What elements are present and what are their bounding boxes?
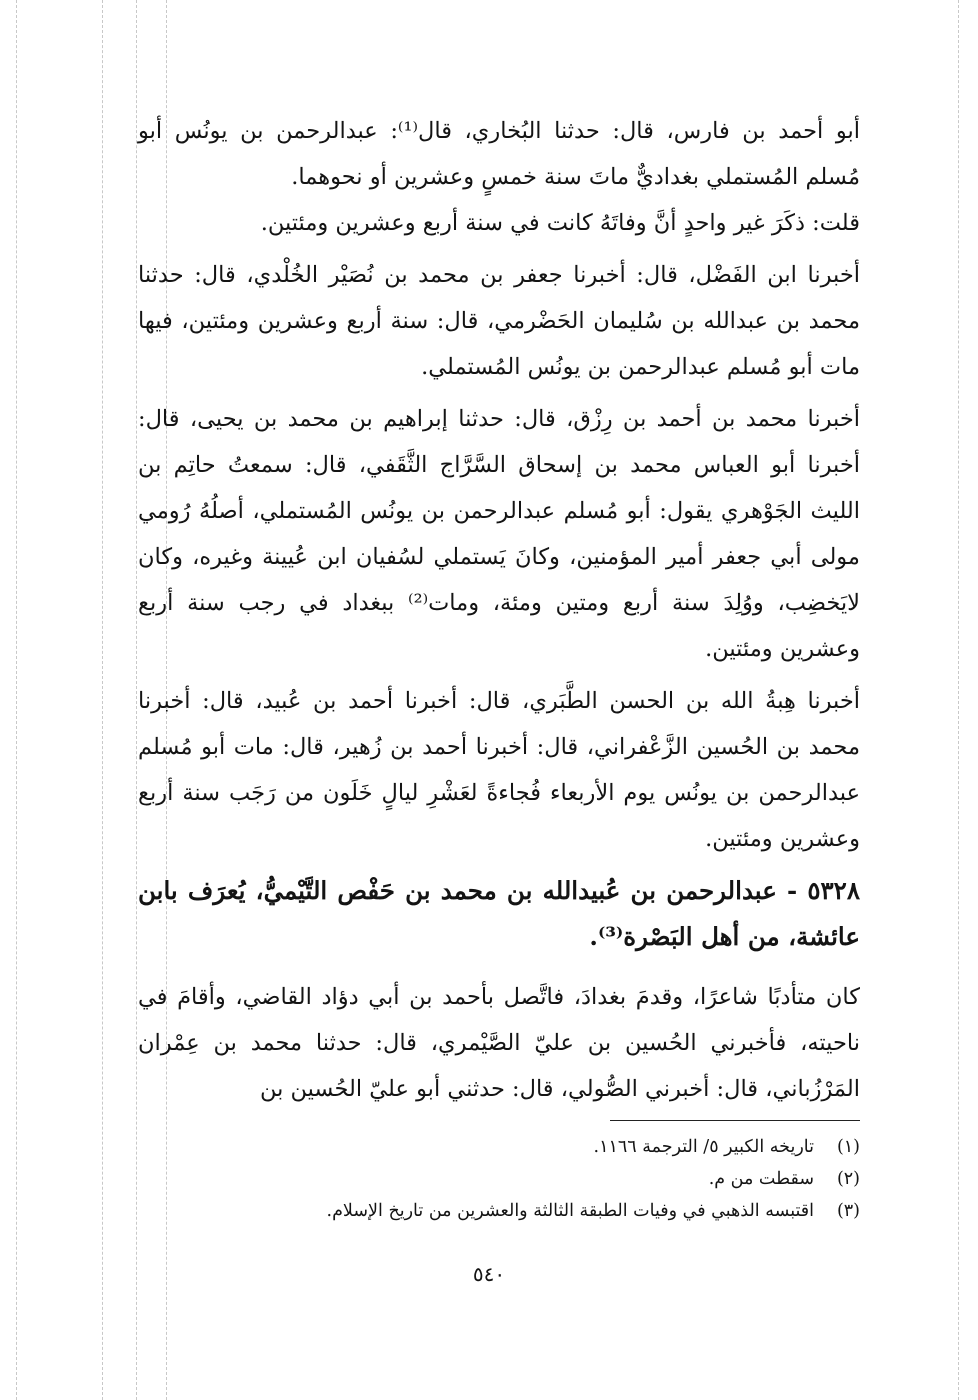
paragraph-3: أخبرنا ابن الفَضْل، قال: أخبرنا جعفر بن محمد بن نُصَيْر الخُلْدي، قال: حدثنا محمد بن عبدالله بن سُليمان الحَضْرمي، قال: سنة أربع وعشرين ومئتين، فيها مات أبو مُسلم عبدالرحمن بن يونُس المُستملي. <box>138 262 860 380</box>
footnote-text: اقتبسه الذهبي في وفيات الطبقة الثالثة والعشرين من تاريخ الإسلام. <box>326 1201 814 1221</box>
scan-line <box>958 0 959 1400</box>
entry-body: كان متأدبًا شاعرًا، وقدمَ بغدادَ، فاتَّصل بأحمد بن أبي دؤاد القاضي، وأقامَ في ناحيته، فأخبرني الحُسين بن عليّ الصَّيْمري، قال: حدثنا محمد بن عِمْران المَرْزُباني، قال: أخبرني الصُّولي، قال: حدثني أبو عليّ الحُسين بن <box>138 984 860 1102</box>
paragraph-2: قلت: ذكَرَ غير واحدٍ أنَّ وفاتَهُ كانت في سنة أربع وعشرين ومئتين. <box>260 210 860 236</box>
footnote-text: سقطت من م. <box>708 1169 814 1189</box>
footnote-1 <box>138 1131 860 1163</box>
paragraph-4: أخبرنا محمد بن أحمد بن رِزْق، قال: حدثنا إبراهيم بن محمد بن يحيى، قال: أخبرنا أبو العباس محمد بن إسحاق السَّرَّاج الثَّقَفي، قال: سمعتُ حاتِم بن الليث الجَوْهري يقول: أبو مُسلم عبدالرحمن بن يونُس المُستملي، أصلُهُ رُومي مولى أبي جعفر أمير المؤمنين، وكانَ يَستملي لسُفيان ابن عُيينة وغيره، وكان لايَخضِب، ووُلِدَ سنة أربع ومتين ومئة، ومات⁽²⁾ ببغداد في رجب سنة أربع وعشرين ومئتين. <box>138 406 860 662</box>
footnote-text: تاريخه الكبير ٥/ الترجمة ١١٦٦. <box>593 1137 814 1157</box>
footnote-divider <box>610 1120 860 1121</box>
footnote-number: (٣) <box>836 1201 860 1221</box>
page-number: ٥٤٠ <box>472 1262 506 1286</box>
footnotes-section <box>138 1120 860 1227</box>
paragraph-1: أبو أحمد بن فارس، قال: حدثنا البُخاري، قال⁽¹⁾: عبدالرحمن بن يونُس أبو مُسلم المُستملي بغداديٌّ ماتَ سنة خمسٍ وعشرين أو نحوهما. <box>138 118 860 190</box>
footnote-number: (٢) <box>836 1169 860 1189</box>
page-body <box>138 108 860 1227</box>
scan-line <box>102 0 103 1400</box>
paragraph-5: أخبرنا هِبةُ الله بن الحسن الطَّبَري، قال: أخبرنا أحمد بن عُبيد، قال: أخبرنا محمد بن الحُسين الزَّعْفراني، قال: أخبرنا أحمد بن زُهير، قال: مات أبو مُسلم عبدالرحمن بن يونُس يوم الأربعاء فُجاءةً لعَشْرِ ليالٍ خَلَون من رَجَب سنة أربع وعشرين ومئتين. <box>138 688 860 852</box>
footnote-number: (١) <box>836 1137 860 1157</box>
scan-line <box>136 0 137 1400</box>
footnote-3 <box>138 1195 860 1227</box>
entry-heading: ٥٣٢٨ - عبدالرحمن بن عُبيدالله بن محمد بن حَفْص التَّيْميُّ، يُعرَف بابن عائشة، من أهل البَصْرة⁽³⁾. <box>138 876 860 951</box>
footnote-2 <box>138 1163 860 1195</box>
scan-line <box>16 0 17 1400</box>
footnote-list <box>138 1131 860 1227</box>
